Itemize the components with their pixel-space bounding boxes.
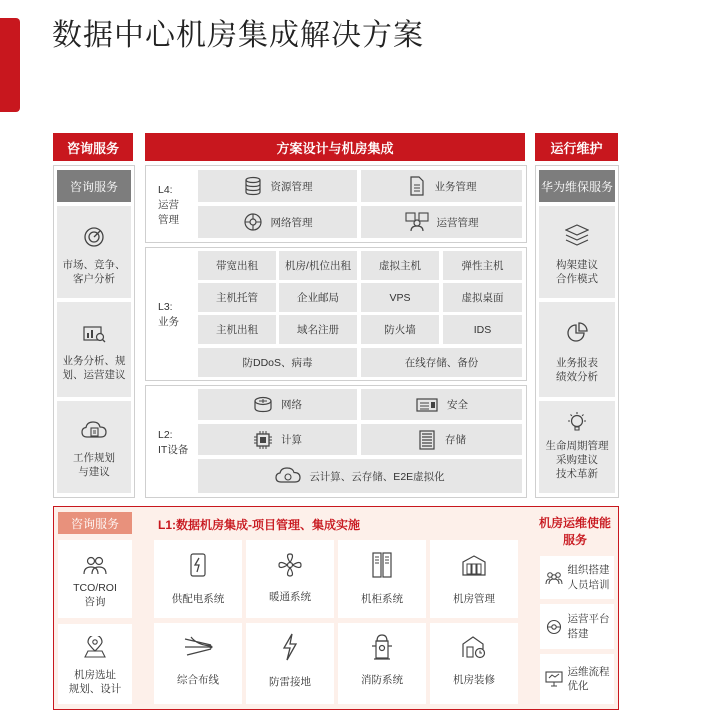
l4-cell-business: [361, 170, 522, 202]
l2-cell-security: [361, 389, 522, 420]
cell-label: 运营管理: [436, 216, 479, 229]
cell-label: 云计算、云存储、E2E虚拟化: [309, 470, 445, 483]
analytics-icon: [82, 324, 106, 344]
card-label: 供配电系统: [171, 593, 225, 605]
l1-card-cabling: [154, 623, 242, 704]
l3-cell: 主机托管: [198, 283, 276, 312]
l2-label-line: L2:: [158, 429, 173, 441]
item-label-line: 采购建议: [556, 454, 598, 467]
l3-cell: 弹性主机: [443, 251, 522, 280]
bottom-item-site: [58, 624, 132, 704]
l1-card-fire: [338, 623, 426, 704]
item-label-line: 市场、竞争、: [62, 259, 126, 271]
lightning-icon: [281, 633, 299, 661]
l3-cell: 主机出租: [198, 315, 276, 344]
card-label: 消防系统: [361, 674, 403, 686]
l3-cell: IDS: [443, 315, 522, 344]
cell-label: 存储: [445, 434, 466, 446]
l3-label-line: L3:: [158, 301, 173, 313]
consulting-item-market: [57, 206, 131, 298]
l1-card-power: [154, 540, 242, 618]
enablement-item-org: [540, 556, 614, 599]
cpu-icon: [253, 430, 273, 450]
item-label-line: TCO/ROI: [73, 582, 117, 594]
enablement-item-platform: [540, 604, 614, 649]
l1-card-decoration: [430, 623, 518, 704]
l2-cell-network: [198, 389, 357, 420]
cloud-icon: [275, 466, 301, 486]
document-icon: [407, 176, 427, 196]
item-label-line: 组织搭建: [567, 564, 610, 577]
card-label: 综合布线: [177, 674, 219, 686]
cabling-icon: [183, 635, 213, 659]
fan-icon: [277, 552, 303, 578]
consulting-item-planning: [57, 401, 131, 493]
card-label: 机房管理: [453, 593, 495, 605]
l3-wide-cell: 在线存储、备份: [361, 348, 522, 377]
item-label-line: 咨询: [84, 596, 106, 609]
decoration-icon: [461, 635, 487, 659]
power-icon: [189, 552, 207, 578]
l4-cell-operation: [361, 206, 522, 238]
enablement-header-line: 机房运维使能: [538, 516, 611, 530]
item-label-line: 运维流程: [567, 665, 610, 678]
item-label-line: 技术革新: [556, 468, 598, 481]
cell-label: 网络管理: [270, 216, 313, 229]
storage-icon: [417, 430, 437, 450]
l1-card-cabinet: [338, 540, 426, 618]
item-label-line: 划、运营建议: [62, 369, 126, 382]
operation-item-lifecycle: [539, 401, 615, 493]
l2-cell-compute: [198, 424, 357, 455]
l4-label: [158, 183, 179, 229]
item-label-line: 业务分析、规: [62, 355, 126, 367]
card-label: 机房装修: [453, 674, 495, 686]
target-icon: [83, 226, 105, 248]
layers-icon: [565, 224, 589, 246]
item-label-line: 运营平台: [567, 613, 610, 626]
monitor-icon: [545, 671, 563, 687]
l4-cell-network: [198, 206, 357, 238]
cloud-doc-icon: [81, 421, 107, 441]
security-appliance-icon: [415, 395, 439, 415]
l2-label: [158, 428, 188, 458]
consulting-item-analysis: [57, 302, 131, 397]
l3-cell: 虚拟主机: [361, 251, 439, 280]
l3-label: [158, 300, 179, 330]
cabinet-icon: [371, 552, 393, 578]
l3-cell: 虚拟桌面: [443, 283, 522, 312]
cell-label: 业务管理: [434, 180, 477, 193]
l3-cell: VPS: [361, 283, 439, 312]
lightbulb-icon: [565, 411, 589, 433]
cell-label: 计算: [281, 434, 302, 446]
cell-label: 资源管理: [270, 180, 313, 193]
item-label-line: 绩效分析: [556, 371, 598, 384]
item-label-line: 机房选址: [74, 669, 116, 681]
l2-label-line: IT设备: [158, 444, 189, 457]
team-icon: [83, 555, 107, 575]
card-label: 机柜系统: [361, 593, 403, 605]
group-icon: [545, 571, 563, 585]
people-icon: [405, 212, 429, 232]
item-label-line: 与建议: [78, 466, 110, 479]
item-label-line: 构架建议: [556, 259, 598, 271]
l1-card-room-mgmt: [430, 540, 518, 618]
l1-header: L1:数据机房集成-项目管理、集成实施: [158, 518, 360, 532]
accent-bar: [0, 18, 20, 112]
item-label-line: 业务报表: [556, 357, 598, 369]
item-label-line: 规划、设计: [68, 683, 122, 696]
operation-header: 运行维护: [535, 133, 618, 161]
card-label: 暖通系统: [269, 591, 311, 603]
enablement-header: [536, 515, 614, 550]
l3-cell: 企业邮局: [279, 283, 357, 312]
solution-design-header: 方案设计与机房集成: [145, 133, 525, 161]
enablement-header-line: 服务: [562, 533, 587, 548]
l4-label-line: L4:: [158, 184, 173, 196]
bottom-consulting-header: 咨询服务: [58, 512, 132, 534]
item-label-line: 合作模式: [556, 273, 598, 286]
l3-cell: 防火墙: [361, 315, 439, 344]
l3-cell: 机房/机位出租: [279, 251, 357, 280]
item-label-line: 生命周期管理: [545, 440, 609, 452]
maintenance-subheader: 华为维保服务: [539, 170, 615, 202]
operation-item-architecture: [539, 206, 615, 298]
l2-cell-cloud: [198, 459, 522, 493]
network-icon: [243, 212, 263, 232]
platform-icon: [545, 619, 563, 635]
item-label-line: 工作规划: [73, 452, 115, 464]
l3-label-line: 业务: [158, 316, 179, 329]
l1-card-lightning: [246, 623, 334, 704]
router-icon: [253, 395, 273, 415]
location-pin-icon: [83, 636, 107, 658]
card-label: 防雷接地: [269, 676, 311, 688]
consulting-header: 咨询服务: [53, 133, 133, 161]
l2-cell-storage: [361, 424, 522, 455]
pie-chart-icon: [566, 322, 588, 344]
item-label-line: 人员培训: [567, 578, 610, 591]
hydrant-icon: [371, 633, 393, 661]
item-label-line: 优化: [567, 680, 589, 692]
item-label-line: 搭建: [567, 627, 589, 640]
enablement-item-process: [540, 654, 614, 704]
item-label-line: 客户分析: [73, 273, 115, 286]
page-title: 数据中心机房集成解决方案: [52, 19, 424, 52]
cell-label: 网络: [281, 399, 302, 411]
l1-card-hvac: [246, 540, 334, 618]
l3-wide-cell: 防DDoS、病毒: [198, 348, 357, 377]
l3-cell: 域名注册: [279, 315, 357, 344]
l4-label-line: 管理: [158, 214, 179, 227]
l4-label-line: 运营: [158, 199, 179, 212]
consulting-subheader: 咨询服务: [57, 170, 131, 202]
building-icon: [461, 554, 487, 576]
l4-cell-resource: [198, 170, 357, 202]
database-icon: [243, 176, 263, 196]
operation-item-report: [539, 302, 615, 397]
l3-cell: 带宽出租: [198, 251, 276, 280]
cell-label: 安全: [447, 399, 468, 411]
l1-section: [53, 506, 619, 710]
bottom-item-tco: [58, 540, 132, 618]
